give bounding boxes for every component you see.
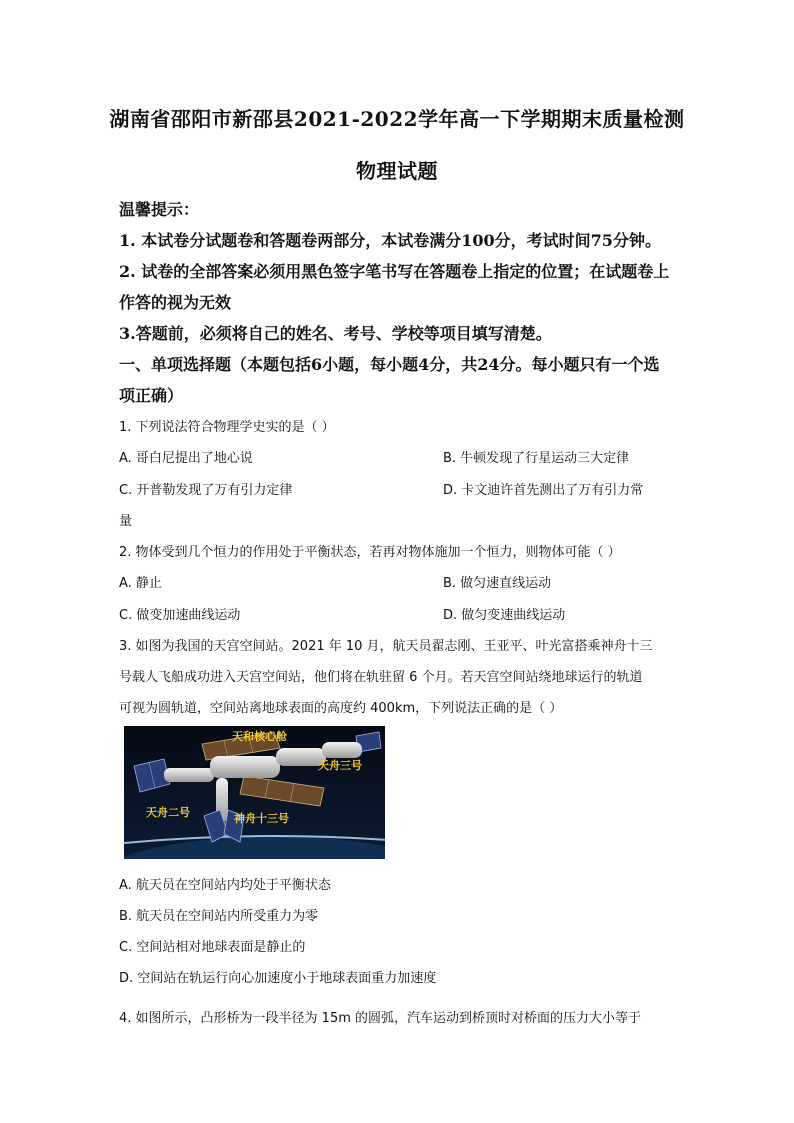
q1-option-b: B. 牛顿发现了行星运动三大定律 [443, 451, 630, 466]
section-heading-cont: 项正确） [119, 386, 184, 405]
space-station-figure [124, 726, 385, 859]
q1-option-a: A. 哥白尼提出了地心说 [119, 451, 253, 466]
q2-option-d: D. 做匀变速曲线运动 [443, 608, 566, 623]
q2-option-c: C. 做变加速曲线运动 [119, 608, 241, 623]
q4-stem: 4. 如图所示，凸形桥为一段半径为 15m 的圆弧，汽车运动到桥顶时对桥面的压力大小等于 [119, 1011, 642, 1026]
q3-stem-line3: 可视为圆轨道，空间站离地球表面的高度约 400km，下列说法正确的是（ ） [119, 701, 563, 716]
q1-stem: 1. 下列说法符合物理学史实的是（ ） [119, 420, 335, 435]
q2-option-a: A. 静止 [119, 576, 162, 591]
tianzhou3-module [322, 742, 362, 758]
notice-item-2: 2. 试卷的全部答案必须用黑色签字笔书写在答题卷上指定的位置；在试题卷上 [119, 262, 670, 281]
label-tianzhou2: 天舟二号 [146, 806, 190, 819]
core-module [210, 756, 280, 778]
q2-option-b: B. 做匀速直线运动 [443, 576, 552, 591]
q3-stem-line2: 号载人飞船成功进入天宫空间站，他们将在轨驻留 6 个月。若天宫空间站绕地球运行的轨道 [119, 670, 643, 685]
q3-stem-line1: 3. 如图为我国的天宫空间站。2021 年 10 月，航天员翟志刚、王亚平、叶光富搭乘神舟十三 [119, 639, 653, 654]
notice-heading: 温馨提示： [119, 200, 200, 219]
label-tianzhou3: 天舟三号 [318, 759, 362, 772]
notice-item-3: 3.答题前，必须将自己的姓名、考号、学校等项目填写清楚。 [119, 324, 552, 343]
q1-option-c: C. 开普勒发现了万有引力定律 [119, 483, 293, 498]
label-shenzhou13: 神舟十三号 [234, 812, 289, 825]
notice-item-1: 1. 本试卷分试题卷和答题卷两部分，本试卷满分100分，考试时间75分钟。 [119, 231, 661, 250]
q1-option-d-cont: 量 [119, 514, 133, 529]
q3-option-a: A. 航天员在空间站内均处于平衡状态 [119, 878, 331, 893]
section-heading: 一、单项选择题（本题包括6小题，每小题4分，共24分。每小题只有一个选 [119, 355, 660, 374]
tianzhou2-module [164, 768, 214, 782]
notice-item-2-cont: 作答的视为无效 [119, 293, 232, 312]
q2-stem: 2. 物体受到几个恒力的作用处于平衡状态，若再对物体施加一个恒力，则物体可能（ ） [119, 545, 621, 560]
q3-option-d: D. 空间站在轨运行向心加速度小于地球表面重力加速度 [119, 971, 437, 986]
label-core-module: 天和核心舱 [232, 730, 287, 743]
q3-option-c: C. 空间站相对地球表面是静止的 [119, 940, 306, 955]
exam-title: 湖南省邵阳市新邵县2021-2022学年高一下学期期末质量检测 [109, 107, 685, 131]
exam-subtitle: 物理试题 [356, 159, 438, 183]
q3-option-b: B. 航天员在空间站内所受重力为零 [119, 909, 319, 924]
q1-option-d: D. 卡文迪许首先测出了万有引力常 [443, 483, 644, 498]
